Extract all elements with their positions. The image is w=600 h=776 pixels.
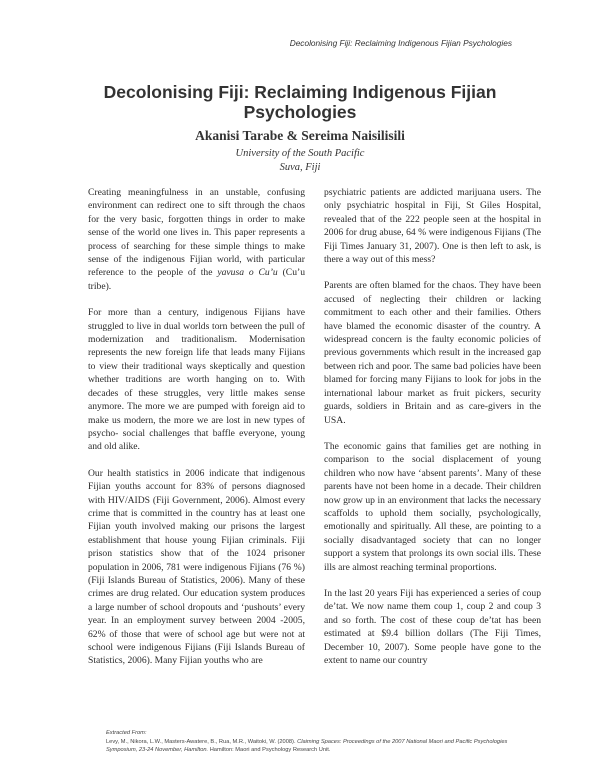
- footer-label: Extracted From:: [106, 730, 147, 736]
- paragraph: Parents are often blamed for the chaos. They have been accused of neglecting their children or lacking commitment to each other and their families. Others have blamed the economic disaster of the country. A widespread concern is the faulty economic policies of previous governments which result in the increased gap between rich and poor. The same bad policies have been blamed for forcing many Fijians to look for jobs in the international labour market as fruit pickers, security guards, soldiers in Britain and as care-givers in the USA.: [324, 280, 541, 426]
- citation-publisher: Hamilton: Maori and Psychology Research Unit.: [209, 747, 331, 753]
- left-column: [88, 186, 305, 681]
- footer-citation: [106, 729, 536, 755]
- paper-title: [60, 82, 540, 122]
- paragraph: [88, 186, 305, 293]
- paragraph: For more than a century, indigenous Fijians have struggled to live in dual worlds torn between the pull of modernization and traditionalism. Modernisation represents the new foreign life that leads many Fijians to view their traditional ways skeptically and question whether traditions are worth hanging on to. With decades of these struggles, very little makes sense anymore. The more we are pumped with foreign aid to make us modern, the more we are lost in new types of psycho- social challenges that baffle everyone, young and old alike.: [88, 307, 305, 453]
- paragraph: psychiatric patients are addicted marijuana users. The only psychiatric hospital in Fiji, St Giles Hospital, revealed that of the 222 people seen at the hospital in 2006 for drug abuse, 64 % were indigenous Fijians (The Fiji Times January 31, 2007). One is then left to ask, is there a way out of this mess?: [324, 187, 541, 266]
- affiliation-location: Suva, Fiji: [279, 162, 321, 173]
- paragraph-text: Creating meaningfulness in an unstable, confusing environment can redirect one to sift through the chaos for the very basic, forgotten things in order to make sense of the world one lives in. This paper represents a process of searching for these simple things to make sense of the indigenous Fijian world, with particular reference to the people of the: [88, 187, 305, 279]
- title-line-2: Psychologies: [243, 102, 357, 122]
- affiliation: University of the South Pacific: [235, 148, 365, 159]
- running-header: Decolonising Fiji: Reclaiming Indigenous Fijian Psychologies: [289, 38, 512, 48]
- citation-title: Claiming Spaces: Proceedings of the 2007 National Maori and Pacific Psychologies Symposium, 23-24 November, Hamilton.: [106, 738, 508, 753]
- authors: Akanisi Tarabe & Sereima Naisilisili: [195, 128, 405, 143]
- italic-term: yavusa o Cu’u: [217, 267, 278, 279]
- paragraph: The economic gains that families get are nothing in comparison to the social displacement of young children who now have ‘absent parents’. Many of these parents have not been home in a decade. Their children now grow up in an environment that lacks the necessary scaffolds to uphold them socially, psychologically, emotionally and spiritually. All these, are pointing to a socially disadvantaged society that can no longer support a system that prolongs its own social ills. These ills are almost reaching terminal proportions.: [324, 440, 541, 573]
- citation-authors: Levy, M., Nikora, L.W., Masters-Awatere, B., Rua, M.R., Waitoki, W. (2008).: [106, 738, 296, 745]
- right-column: [324, 186, 541, 680]
- paragraph: Our health statistics in 2006 indicate that indigenous Fijian youths account for 83% of persons diagnosed with HIV/AIDS (Fiji Government, 2006). Almost every crime that is committed in the country has at least one Fijian youth involved making our prisons the largest establishment that house young Fijian criminals. Fiji prison statistics show that of the 1024 prisoner population in 2006, 781 were indigenous Fijians (76 %) (Fiji Islands Bureau of Statistics, 2006). Many of these crimes are drug related. Our education system produces a large number of school dropouts and ‘pushouts’ every year. In an employment survey between 2004 -2005, 62% of those that were of school age but were not at school were indigenous Fijians (Fiji Islands Bureau of Statistics, 2006). Many Fijian youths who are: [88, 467, 305, 667]
- title-line-1: Decolonising Fiji: Reclaiming Indigenous Fijian: [103, 82, 497, 102]
- paragraph-text: (Cu’u tribe).: [88, 267, 305, 292]
- paragraph: In the last 20 years Fiji has experienced a series of coup de’tat. We now name them coup 1, coup 2 and coup 3 and so forth. The cost of these coup de’tat has been estimated at $9.4 billion dollars (The Fiji Times, December 10, 2007). Some people have gone to the extent to name our country: [324, 587, 541, 666]
